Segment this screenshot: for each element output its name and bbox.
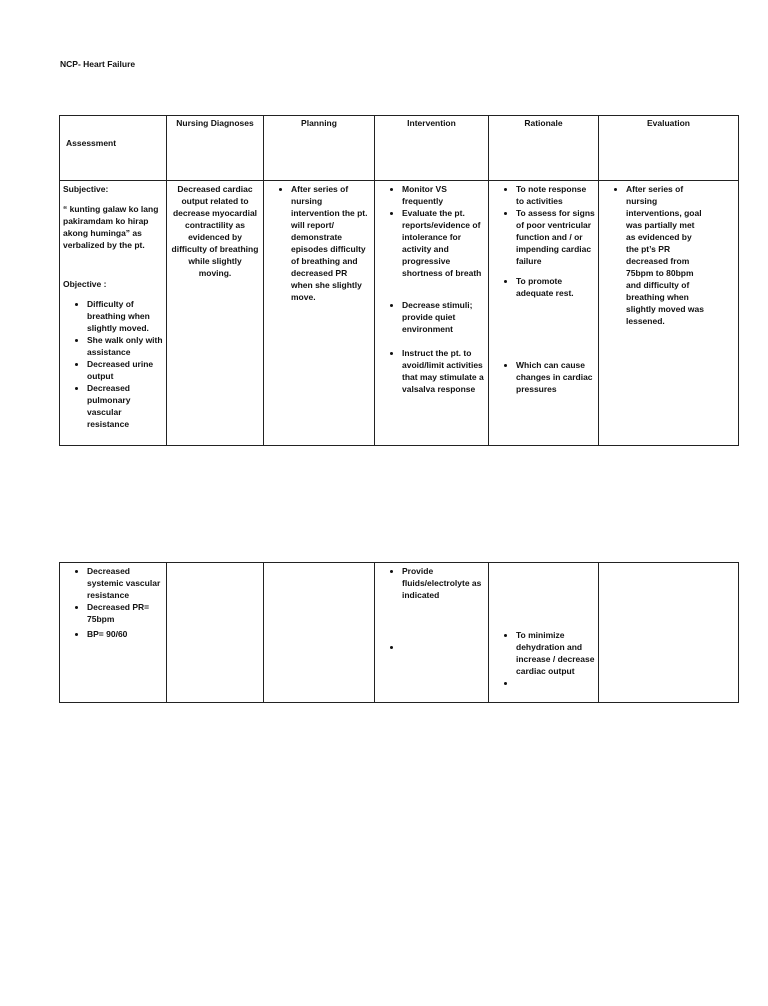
list-item: • Decreased PR= 75bpm: [87, 601, 163, 625]
list-item: • To assess for signs of poor ventricular function and / or impending cardiac failure: [516, 207, 595, 267]
list-item: • She walk only with assistance: [87, 334, 163, 358]
intervention-list: [378, 565, 485, 653]
planning-text: • After series of nursing intervention the pt. will report/ demonstrate episodes difficulty of breathing and decreased PR when she slightly move.: [291, 183, 371, 303]
rationale-list: [492, 183, 595, 395]
subjective-label: Subjective:: [63, 184, 109, 194]
list-item: • Instruct the pt. to avoid/limit activities that may stimulate a valsalva response: [402, 347, 485, 395]
evaluation-text: • After series of nursing interventions, goal was partially met as evidenced by the pt’s PR decreased from 75bpm to 80bpm and difficulty of breathing when slightly moved was lessened.: [626, 183, 705, 327]
ncp-table-page-1: [59, 115, 739, 446]
list-item: • Evaluate the pt. reports/evidence of intolerance for activity and progressive shortness of breath: [402, 207, 485, 279]
document-title: NCP- Heart Failure: [60, 59, 136, 69]
header-planning: Planning: [264, 116, 375, 181]
list-item: • To promote adequate rest.: [516, 275, 595, 299]
intervention-cell: [375, 563, 489, 703]
assessment-cell: [60, 181, 167, 446]
diagnosis-cell: [167, 563, 264, 703]
ncp-table-page-2: [59, 562, 739, 703]
list-item: • To note response to activities: [516, 183, 595, 207]
intervention-cell: [375, 181, 489, 446]
list-item: • Decreased urine output: [87, 358, 163, 382]
assessment-cell: [60, 563, 167, 703]
header-assessment: Assessment: [60, 116, 167, 181]
content-row: [60, 181, 739, 446]
list-item: • Decrease stimuli; provide quiet environment: [402, 299, 485, 335]
header-rationale: Rationale: [489, 116, 599, 181]
list-item: • BP= 90/60: [87, 628, 163, 640]
evaluation-cell: [599, 563, 739, 703]
intervention-list: [378, 183, 485, 395]
rationale-cell: [489, 563, 599, 703]
planning-cell: [264, 181, 375, 446]
list-item: • To minimize dehydration and increase / decrease cardiac output: [516, 629, 595, 677]
list-item: [402, 641, 485, 653]
diagnosis-cell: Decreased cardiac output related to decrease myocardial contractility as evidenced by difficulty of breathing while slightly moving.: [167, 181, 264, 446]
rationale-cell: [489, 181, 599, 446]
list-item: • Decreased systemic vascular resistance: [87, 565, 163, 601]
evaluation-cell: [599, 181, 739, 446]
list-item: • Monitor VS frequently: [402, 183, 485, 207]
planning-cell: [264, 563, 375, 703]
assessment-list: [63, 565, 163, 640]
header-intervention: Intervention: [375, 116, 489, 181]
header-evaluation: Evaluation: [599, 116, 739, 181]
list-item: [516, 677, 595, 689]
header-row: [60, 116, 739, 181]
objective-label: Objective :: [63, 279, 107, 289]
list-item: • Decreased pulmonary vascular resistance: [87, 382, 163, 430]
list-item: • Difficulty of breathing when slightly moved.: [87, 298, 163, 334]
header-nursing-diagnoses: Nursing Diagnoses: [167, 116, 264, 181]
objective-list: [63, 298, 163, 430]
list-item: • Which can cause changes in cardiac pressures: [516, 359, 595, 395]
content-row: [60, 563, 739, 703]
list-item: • Provide fluids/electrolyte as indicated: [402, 565, 485, 601]
subjective-quote: “ kunting galaw ko lang pakiramdam ko hirap akong huminga” as verbalized by the pt.: [63, 204, 159, 250]
rationale-list: [492, 629, 595, 689]
